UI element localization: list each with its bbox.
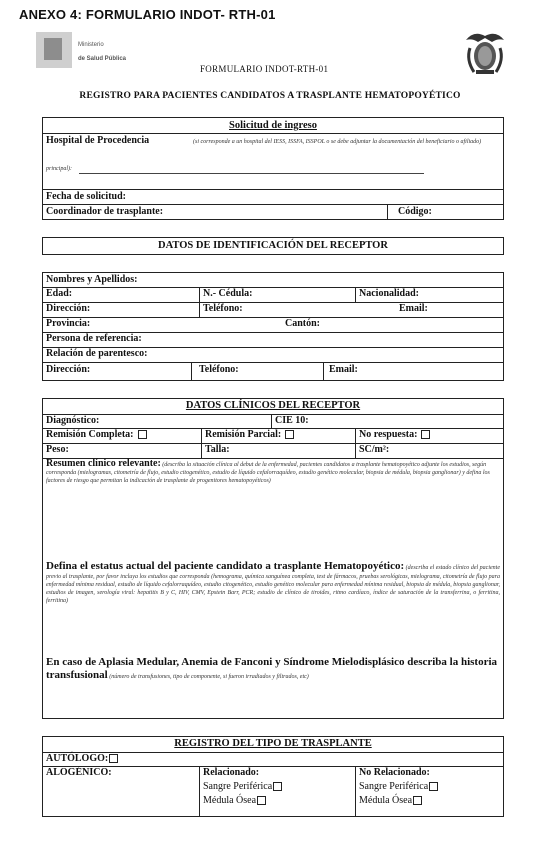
persona-ref-label: Persona de referencia: [46, 333, 142, 344]
logo-mark [36, 32, 72, 68]
receptor-header-box [42, 237, 504, 255]
sc-label: SC/m²: [359, 444, 390, 455]
cedula-label: N.- Cédula: [203, 288, 253, 299]
nombres-label: Nombres y Apellidos: [46, 274, 138, 285]
clinicos-box [42, 398, 504, 719]
codigo-label: Código: [398, 206, 432, 217]
aplasia-note: (número de transfusiones, tipo de componente, si fueron irradiados y filtrados, etc) [109, 674, 309, 680]
no-respuesta-checkbox[interactable] [421, 430, 430, 439]
sangre-periferica-1-label: Sangre Periférica [203, 781, 273, 792]
relacion-label: Relación de parentesco: [46, 348, 148, 359]
trasplante-box [42, 736, 504, 817]
sangre-periferica-2-label: Sangre Periférica [359, 781, 429, 792]
coordinador-label: Coordinador de trasplante: [46, 206, 164, 217]
remision-parcial-label: Remisión Parcial: [205, 429, 282, 440]
no-relacionado-label: No Relacionado: [359, 767, 430, 778]
medula-osea-2-checkbox[interactable] [413, 796, 422, 805]
medula-osea-1-checkbox[interactable] [257, 796, 266, 805]
medula-osea-2-label: Médula Ósea [359, 795, 413, 806]
form-code: FORMULARIO INDOT-RTH-01 [200, 64, 329, 74]
receptor-box [42, 272, 504, 381]
logo-line2: de Salud Pública [78, 56, 127, 62]
autologo-checkbox[interactable] [109, 754, 118, 763]
remision-parcial-checkbox[interactable] [285, 430, 294, 439]
resumen-note: (describa la situación clínica al debut de la enfermedad, pacientes candidatos a trasplante hematopoyético adjunte los estudios, según corresponda (mielogramas, citometría de flujo, estudio citogenético, estudio de líquido cefalorraquídeo, estudio genético molecular, biopsia de médula, biopsia ganglionar) y defina los factores de riesgo que permitan la indicación de trasplante de progenitores hematopoyéticos) [46, 462, 490, 484]
hospital-note: (si corresponde a un hospital del IESS, ISSFA, ISSPOL o se debe adjuntar la documentación del beneficiario o afiliado) [193, 139, 482, 145]
direccion2-label: Dirección: [46, 364, 91, 375]
no-respuesta-label: No respuesta: [359, 429, 418, 440]
canton-label: Cantón: [285, 318, 321, 329]
aplasia-label: En caso de Aplasia Medular, Anemia de Fanconi y Síndrome Mielodisplásico describa la historia transfusional [46, 656, 498, 681]
peso-label: Peso: [46, 444, 69, 455]
email2-label: Email: [329, 364, 358, 375]
hospital-label: Hospital de Procedencia [46, 135, 150, 146]
diagnostico-label: Diagnóstico: [46, 415, 100, 426]
receptor-header: DATOS DE IDENTIFICACIÓN DEL RECEPTOR [158, 240, 388, 251]
email-label: Email: [399, 303, 428, 314]
provincia-label: Provincia: [46, 318, 91, 329]
trasplante-header: REGISTRO DEL TIPO DE TRASPLANTE [174, 738, 372, 749]
autologo-label: AUTÓLOGO: [46, 753, 109, 764]
logo-line1: Ministerio [78, 42, 104, 48]
solicitud-box [42, 117, 504, 220]
sangre-periferica-2-checkbox[interactable] [429, 782, 438, 791]
talla-label: Talla: [205, 444, 230, 455]
telefono-label: Teléfono: [203, 303, 243, 314]
clinicos-header: DATOS CLÍNICOS DEL RECEPTOR [185, 400, 361, 411]
estatus-note: (describa el estado clínico del paciente previo al trasplante, por favor incluya los estudios que corresponda (hemograma, química sanguínea completa, test de fármacos, pruebas serológicas, mielograma, citometría de flujo para enfermedad mínima residual, estudio de líquido cefalorraquídeo, estudio citogenético, estudio genético molecular para enfermedad mínima residual, biopsia de médula, biopsia ganglionar, estudios de imagen, serología viral: hepatitis B y C, HIV, CMV, Epstein Barr, PCR; estudio de clínico de tiroides, ritmo cardíaco, índice de saturación de la transferrina, o ferritina, ferritina) [46, 565, 501, 604]
main-title: REGISTRO PARA PACIENTES CANDIDATOS A TRASPLANTE HEMATOPOYÉTICO [79, 91, 461, 101]
annex-title: ANEXO 4: FORMULARIO INDOT- RTH-01 [19, 7, 276, 22]
alogenico-label: ALOGÉNICO: [46, 767, 112, 778]
edad-label: Edad: [46, 288, 73, 299]
resumen-label: Resumen clínico relevante: [46, 458, 161, 469]
sangre-periferica-1-checkbox[interactable] [273, 782, 282, 791]
solicitud-header: Solicitud de ingreso [229, 120, 317, 131]
nacionalidad-label: Nacionalidad: [359, 288, 420, 299]
ministry-logo [36, 32, 154, 78]
cie-label: CIE 10: [275, 415, 309, 426]
estatus-label: Defina el estatus actual del paciente candidato a trasplante Hematopoyético: [46, 560, 405, 572]
hospital-input-line[interactable] [79, 173, 424, 174]
remision-completa-label: Remisión Completa: [46, 429, 134, 440]
remision-completa-checkbox[interactable] [138, 430, 147, 439]
telefono2-label: Teléfono: [199, 364, 239, 375]
fecha-label: Fecha de solicitud: [46, 191, 126, 202]
direccion-label: Dirección: [46, 303, 91, 314]
relacionado-label: Relacionado: [203, 767, 260, 778]
coat-of-arms-icon [462, 28, 508, 78]
hospital-line-label: principal): [46, 166, 72, 172]
medula-osea-1-label: Médula Ósea [203, 795, 257, 806]
